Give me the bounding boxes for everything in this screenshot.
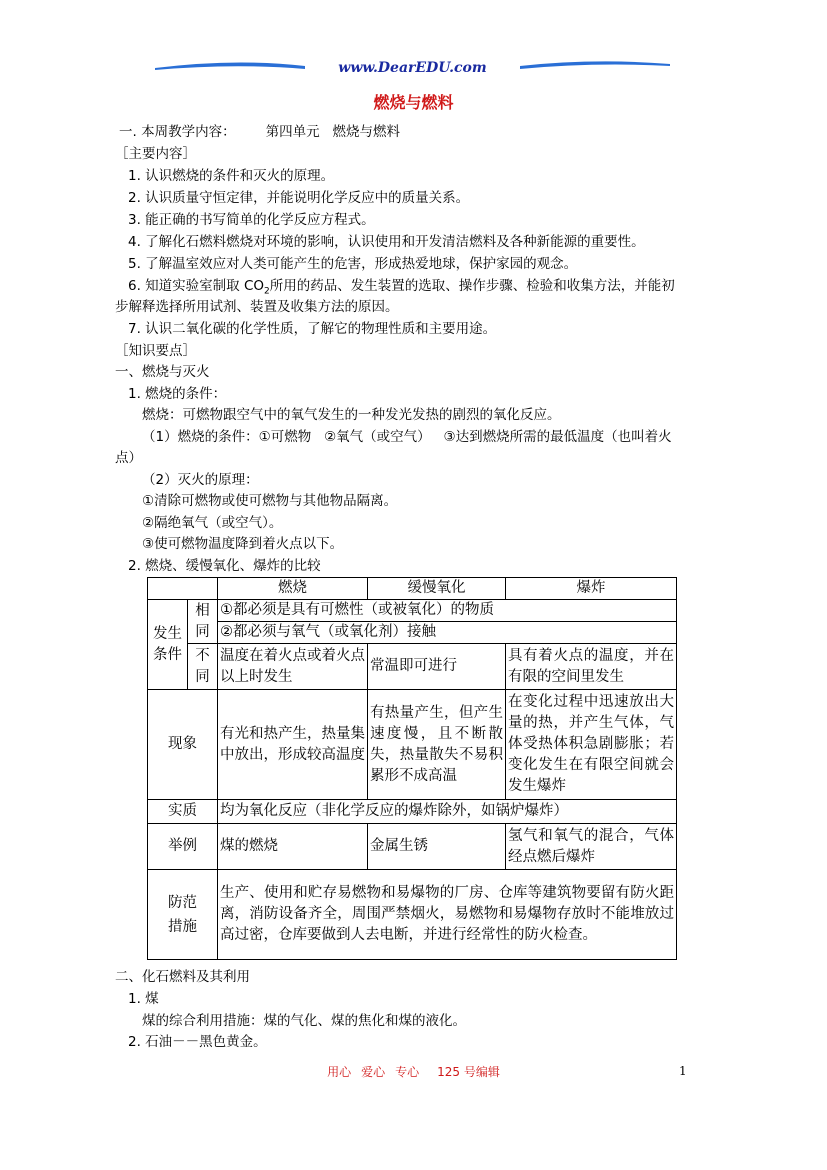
knowledge-heading: ［知识要点］ [115,343,196,359]
header-logo [155,56,670,80]
table-header: 缓慢氧化 [368,578,506,600]
same-label: 相同 [188,600,218,644]
main-content-item-6: 6. 知道实验室制取 $CO_2$所用的药品、发生装置的选取、操作步骤、检验和收集方法，并能初 [128,278,675,297]
condition-label: 发生条件 [148,600,188,690]
table-row [148,800,677,824]
subsection-heading: 1. 煤 [128,991,159,1007]
phenomenon-cell: 在变化过程中迅速放出大量的热，并产生气体，气体受热体积急剧膨胀；若变化发生在有限空间就会发生爆炸 [506,690,677,800]
table-row [148,622,677,644]
combustion-conditions: （1）燃烧的条件：①可燃物 ②氧气（或空气） ③达到燃烧所需的最低温度（也叫着火 [142,429,672,445]
main-content-item: 1. 认识燃烧的条件和灭火的原理。 [128,168,335,184]
diff-cell: 温度在着火点或着火点以上时发生 [218,644,368,690]
section-heading: 一、燃烧与灭火 [115,364,210,380]
phenomenon-cell: 有热量产生，但产生速度慢，且不断散失，热量散失不易积累形不成高温 [368,690,506,800]
phenomenon-cell: 有光和热产生，热量集中放出，形成较高温度 [218,690,368,800]
main-content-item: 5. 了解温室效应对人类可能产生的危害，形成热爱地球，保护家园的观念。 [128,256,578,272]
fire-principle-item: ①清除可燃物或使可燃物与其他物品隔离。 [142,493,398,509]
main-content-item: 7. 认识二氧化碳的化学性质，了解它的物理性质和主要用途。 [128,321,497,337]
logo-text: www.DearEDU.com [338,60,487,76]
table-row [148,690,677,800]
essence-label: 实质 [148,800,218,824]
essence-cell: 均为氧化反应（非化学反应的爆炸除外，如锅炉爆炸） [218,800,677,824]
example-cell: 金属生锈 [368,824,506,870]
table-header-row [148,578,677,600]
fire-principle-item: ③使可燃物温度降到着火点以下。 [142,536,344,552]
prevention-cell: 生产、使用和贮存易燃物和易爆物的厂房、仓库等建筑物要留有防火距离，消防设备齐全，周围严禁烟火，易燃物和易爆物存放时不能堆放过高过密，仓库要做到人去电断，并进行经常性的防火检查。 [218,870,677,960]
section-heading: 二、化石燃料及其利用 [115,969,250,985]
page-number: 1 [679,1064,687,1078]
table-header-empty [148,578,218,600]
comparison-table [147,577,677,960]
main-content-heading: ［主要内容］ [115,146,196,162]
intro-label: 一. 本周教学内容： [119,124,236,140]
table-header: 燃烧 [218,578,368,600]
table-row [148,600,677,622]
diff-cell: 常温即可进行 [368,644,506,690]
table-row [148,870,677,960]
intro-line [119,122,400,142]
diff-cell: 具有着火点的温度，并在有限的空间里发生 [506,644,677,690]
table-header: 爆炸 [506,578,677,600]
table-row [148,824,677,870]
phenomenon-label: 现象 [148,690,218,800]
prevention-label: 防范措施 [148,870,218,960]
intro-unit: 第四单元 燃烧与燃料 [265,124,400,140]
table-row [148,644,677,690]
main-content-item: 2. 认识质量守恒定律，并能说明化学反应中的质量关系。 [128,190,470,206]
fire-principle-item: ②隔绝氧气（或空气）。 [142,515,283,531]
fire-principle-heading: （2）灭火的原理： [142,472,259,488]
subsection-heading: 1. 燃烧的条件： [128,386,227,402]
subsection-heading: 2. 石油－－黑色黄金。 [128,1034,267,1050]
main-content-item: 3. 能正确的书写简单的化学反应方程式。 [128,212,375,228]
main-content-item: 4. 了解化石燃料燃烧对环境的影响，认识使用和开发清洁燃料及各种新能源的重要性。 [128,234,645,250]
subsection-heading: 2. 燃烧、缓慢氧化、爆炸的比较 [128,558,321,574]
combustion-definition: 燃烧：可燃物跟空气中的氧气发生的一种发光发热的剧烈的氧化反应。 [142,407,561,423]
example-cell: 氢气和氧气的混合，气体经点燃后爆炸 [506,824,677,870]
example-cell: 煤的燃烧 [218,824,368,870]
combustion-conditions-cont: 点） [115,450,142,466]
coal-usage: 煤的综合利用措施：煤的气化、煤的焦化和煤的液化。 [142,1013,466,1029]
document-title: 燃烧与燃料 [373,93,454,112]
same-row: ②都必须与氧气（或氧化剂）接触 [218,622,677,644]
same-row: ①都必须是具有可燃性（或被氧化）的物质 [218,600,677,622]
footer: 用心 爱心 专心 125 号编辑 [327,1065,500,1079]
example-label: 举例 [148,824,218,870]
main-content-item-6-cont: 步解释选择所用试剂、装置及收集方法的原因。 [115,299,399,315]
diff-label: 不同 [188,644,218,690]
